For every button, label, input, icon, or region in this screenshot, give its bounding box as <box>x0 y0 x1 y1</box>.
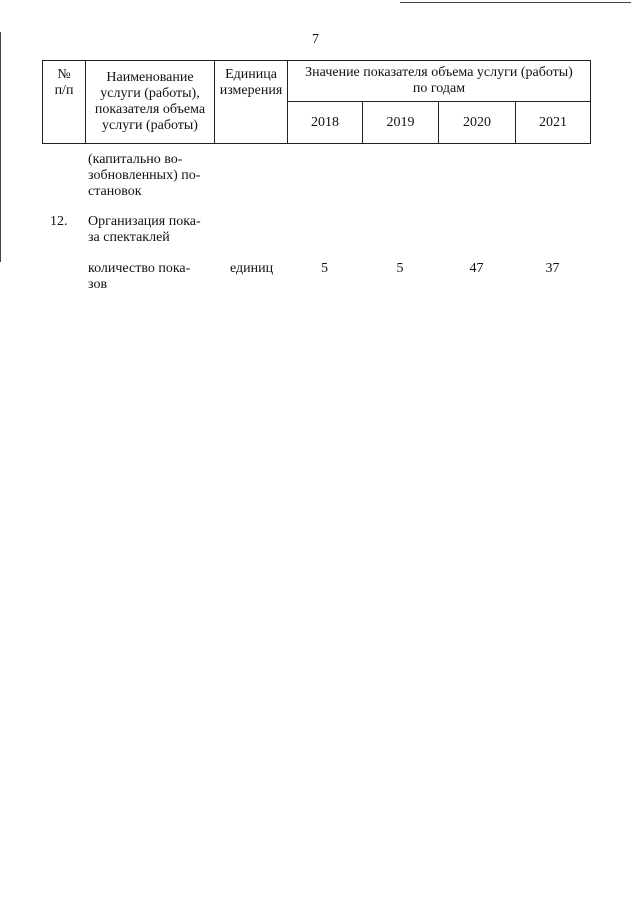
scan-line-top <box>400 2 631 3</box>
value-2018: 5 <box>321 261 328 276</box>
row-name-continuation: (капитально во- зобновленных) по- становок <box>88 152 201 199</box>
header-col-num: № п/п <box>43 61 86 144</box>
scan-line-left <box>0 32 1 262</box>
row-unit: единиц <box>230 261 274 276</box>
row-name-service: Организация пока- за спектаклей <box>88 214 201 245</box>
header-year-2021: 2021 <box>516 102 591 144</box>
page-number: 7 <box>312 32 319 47</box>
header-col-unit: Единица измерения <box>215 61 288 144</box>
header-col-name: Наименование услуги (работы), показателя объема услуги (работы) <box>86 61 215 144</box>
value-2020: 47 <box>469 261 484 276</box>
header-year-2020: 2020 <box>439 102 516 144</box>
header-year-2019: 2019 <box>363 102 439 144</box>
row-number: 12. <box>50 214 68 229</box>
row-name-indicator: количество пока- зов <box>88 261 191 292</box>
header-col-value: Значение показателя объема услуги (работы) по годам <box>288 61 591 102</box>
table-header <box>42 60 591 144</box>
value-2021: 37 <box>545 261 560 276</box>
header-year-2018: 2018 <box>288 102 363 144</box>
value-2019: 5 <box>396 261 404 276</box>
